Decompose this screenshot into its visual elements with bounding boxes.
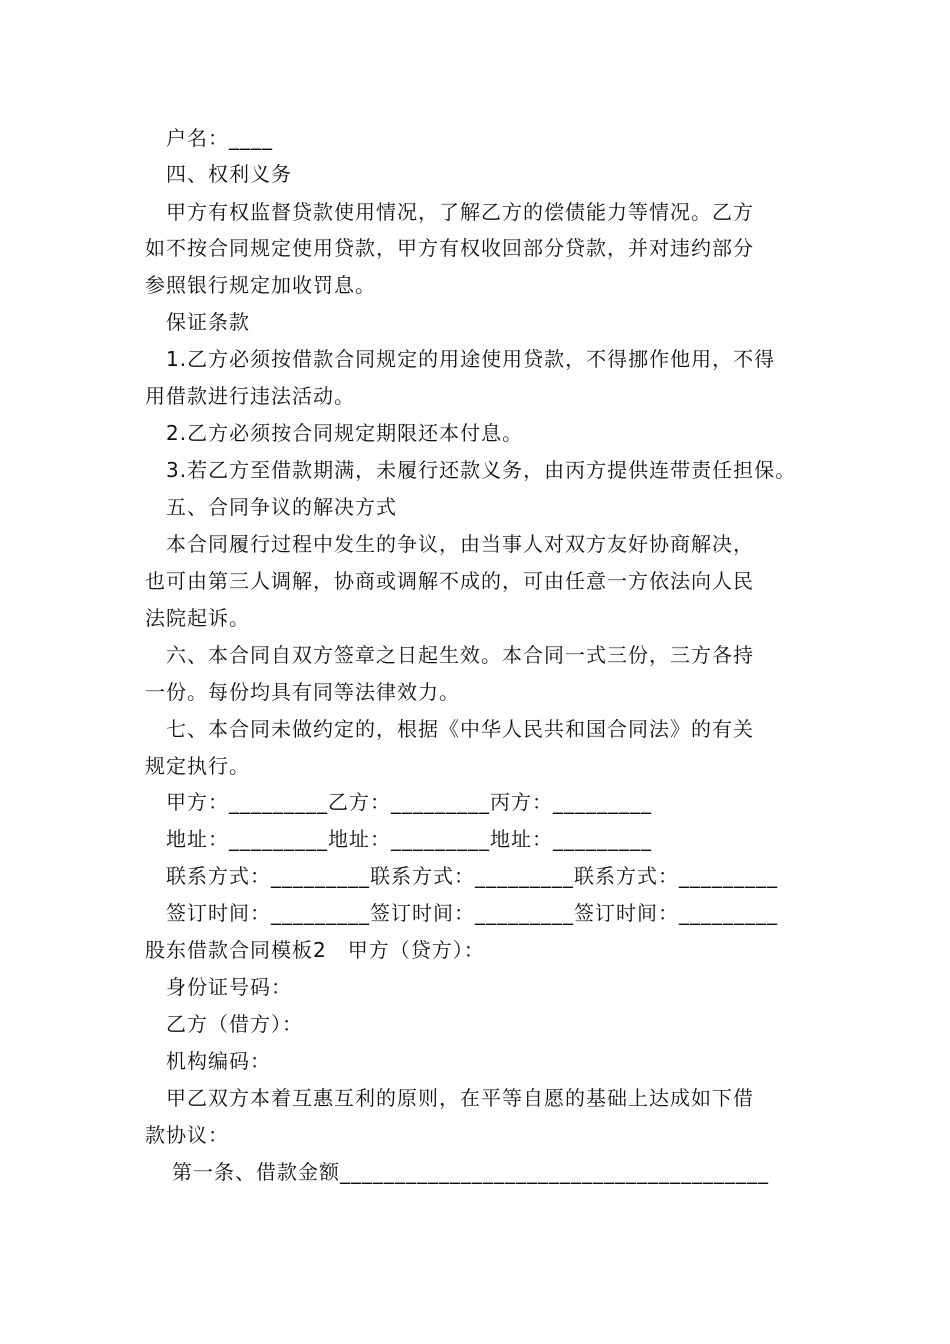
account-name-line: 户名：____ bbox=[166, 126, 273, 150]
paragraph-line: 如不按合同规定使用贷款，甲方有权收回部分贷款，并对违约部分 bbox=[145, 236, 754, 260]
paragraph-line: 甲方有权监督贷款使用情况，了解乙方的偿债能力等情况。乙方 bbox=[166, 200, 754, 224]
paragraph-line: 用借款进行违法活动。 bbox=[145, 384, 355, 408]
paragraph-line: 本合同履行过程中发生的争议，由当事人对双方友好协商解决， bbox=[166, 532, 754, 556]
paragraph-line: 规定执行。 bbox=[145, 754, 250, 778]
borrower-line: 乙方（借方）： bbox=[166, 1012, 303, 1036]
section-heading-dispute: 五、合同争议的解决方式 bbox=[166, 495, 397, 519]
paragraph-line: 1.乙方必须按借款合同规定的用途使用贷款，不得挪作他用，不得 bbox=[166, 347, 776, 371]
signature-date-line: 签订时间：_________签订时间：_________签订时间：_________ bbox=[166, 901, 778, 925]
paragraph-line: 法院起诉。 bbox=[145, 606, 250, 630]
article-1-loan-amount: 第一条、借款金额_______________________________________ bbox=[172, 1160, 769, 1184]
paragraph-line: 甲乙双方本着互惠互利的原则，在平等自愿的基础上达成如下借 bbox=[166, 1086, 754, 1110]
paragraph-line: 也可由第三人调解，协商或调解不成的，可由任意一方依法向人民 bbox=[145, 569, 754, 593]
section-heading-guarantee: 保证条款 bbox=[166, 310, 250, 334]
paragraph-line: 一份。每份均具有同等法律效力。 bbox=[145, 680, 460, 704]
id-number-line: 身份证号码： bbox=[166, 975, 292, 999]
paragraph-line: 款协议： bbox=[145, 1123, 229, 1147]
paragraph-line: 六、本合同自双方签章之日起生效。本合同一式三份，三方各持 bbox=[166, 643, 754, 667]
signature-party-line: 甲方：_________乙方：_________丙方：_________ bbox=[166, 790, 652, 814]
paragraph-line: 参照银行规定加收罚息。 bbox=[145, 273, 376, 297]
paragraph-line: 3.若乙方至借款期满，未履行还款义务，由丙方提供连带责任担保。 bbox=[166, 458, 797, 482]
org-code-line: 机构编码： bbox=[166, 1049, 271, 1073]
signature-contact-line: 联系方式：_________联系方式：_________联系方式：_________ bbox=[166, 864, 778, 888]
template-2-title-line: 股东借款合同模板2 甲方（贷方）： bbox=[145, 938, 485, 962]
paragraph-line: 七、本合同未做约定的，根据《中华人民共和国合同法》的有关 bbox=[166, 717, 754, 741]
section-heading-rights: 四、权利义务 bbox=[166, 162, 292, 186]
signature-address-line: 地址：_________地址：_________地址：_________ bbox=[166, 827, 652, 851]
paragraph-line: 2.乙方必须按合同规定期限还本付息。 bbox=[166, 421, 524, 445]
